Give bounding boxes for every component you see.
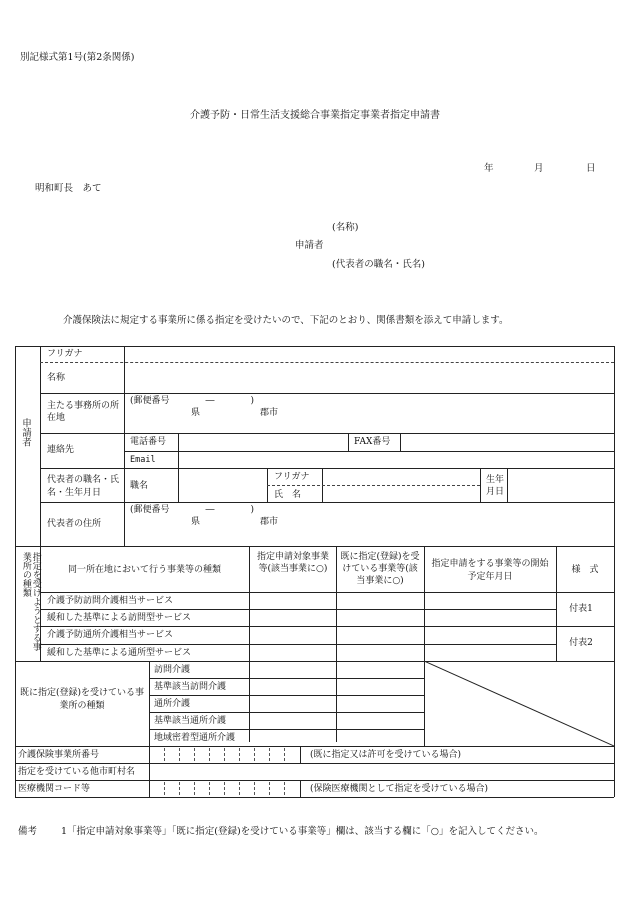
phone-label: 電話番号: [130, 437, 167, 447]
applicant-label: 申請者: [295, 240, 324, 251]
appendix-2: 付表2: [569, 638, 593, 648]
rep-info-label: 代表者の職名・氏名・生年月日: [47, 475, 120, 498]
full-name-label: 氏 名: [274, 490, 302, 500]
form-id: 別記様式第1号(第2条関係): [20, 52, 135, 63]
date-month: 月: [534, 163, 544, 174]
rep-furigana-label: フリガナ: [274, 472, 310, 482]
col-service-type: 同一所在地において行う事業等の種類: [67, 565, 221, 575]
existing-item: 訪問介護: [154, 665, 191, 675]
service-item: 介護予防訪問介護相当サービス: [47, 596, 174, 606]
birth-label: 生年月日: [486, 475, 505, 498]
existing-item: 基準該当通所介護: [154, 716, 227, 726]
services-side-label: 指定を受けようとする事業所の種類: [20, 552, 41, 651]
applicant-name-label: (名称): [332, 222, 359, 233]
medical-code-label: 医療機関コード等: [18, 784, 91, 794]
service-item: 介護予防通所介護相当サービス: [47, 630, 174, 640]
position-label: 職名: [130, 481, 149, 491]
existing-item: 通所介護: [154, 699, 191, 709]
addressee: 明和町長 あて: [35, 183, 102, 194]
intro-text: 介護保険法に規定する事業所に係る指定を受けたいので、下記のとおり、関係書類を添えて申請します。: [63, 315, 509, 326]
fax-label: FAX番号: [354, 437, 391, 447]
existing-item: 基準該当訪問介護: [154, 682, 227, 692]
furigana-label: フリガナ: [47, 349, 83, 359]
date-day: 日: [586, 163, 596, 174]
service-item: 緩和した基準による通所型サービス: [47, 648, 192, 658]
office-address-label: 主たる事務所の所在地: [47, 401, 120, 423]
existing-item: 地域密着型通所介護: [154, 733, 236, 743]
office-city: 郡市: [260, 408, 279, 418]
existing-label: 既に指定(登録)を受けている事業所の種類: [19, 688, 145, 712]
applicant-rep-label: (代表者の職名・氏名): [332, 259, 425, 270]
col-target: 指定申請対象事業等(該当事業に○): [256, 552, 329, 575]
name-label: 名称: [47, 373, 66, 383]
rep-address-label: 代表者の住所: [47, 519, 102, 529]
rep-postal: (郵便番号 ― ): [130, 505, 255, 515]
remarks-label: 備考: [18, 826, 38, 837]
insurance-number-label: 介護保険事業所番号: [18, 750, 100, 760]
service-item: 緩和した基準による訪問型サービス: [47, 613, 192, 623]
office-postal: (郵便番号 ― ): [130, 396, 255, 406]
rep-city: 郡市: [260, 517, 279, 527]
col-existing: 既に指定(登録)を受けている事業等(該当事業に○): [340, 552, 420, 587]
medical-note: (保険医療機関として指定を受けている場合): [310, 784, 489, 794]
col-format: 様 式: [571, 565, 599, 575]
email-label: Email: [130, 455, 156, 465]
contact-label: 連絡先: [47, 445, 75, 455]
insurance-note: (既に指定又は許可を受けている場合): [310, 750, 462, 760]
page-title: 介護予防・日常生活支援総合事業指定事業者指定申請書: [190, 110, 440, 121]
col-start-date: 指定申請をする事業等の開始予定年月日: [431, 559, 549, 582]
remarks-text: 1「指定申請対象事業等」「既に指定(登録)を受けている事業等」欄は、該当する欄に「○」を記入してください。: [61, 826, 544, 837]
date-year: 年: [484, 163, 494, 174]
office-prefecture: 県: [191, 408, 201, 418]
rep-prefecture: 県: [191, 517, 201, 527]
appendix-1: 付表1: [569, 604, 593, 614]
diagonal-strike: [424, 661, 614, 746]
other-city-label: 指定を受けている他市町村名: [18, 767, 136, 777]
section-applicant: 申請者: [19, 418, 31, 447]
